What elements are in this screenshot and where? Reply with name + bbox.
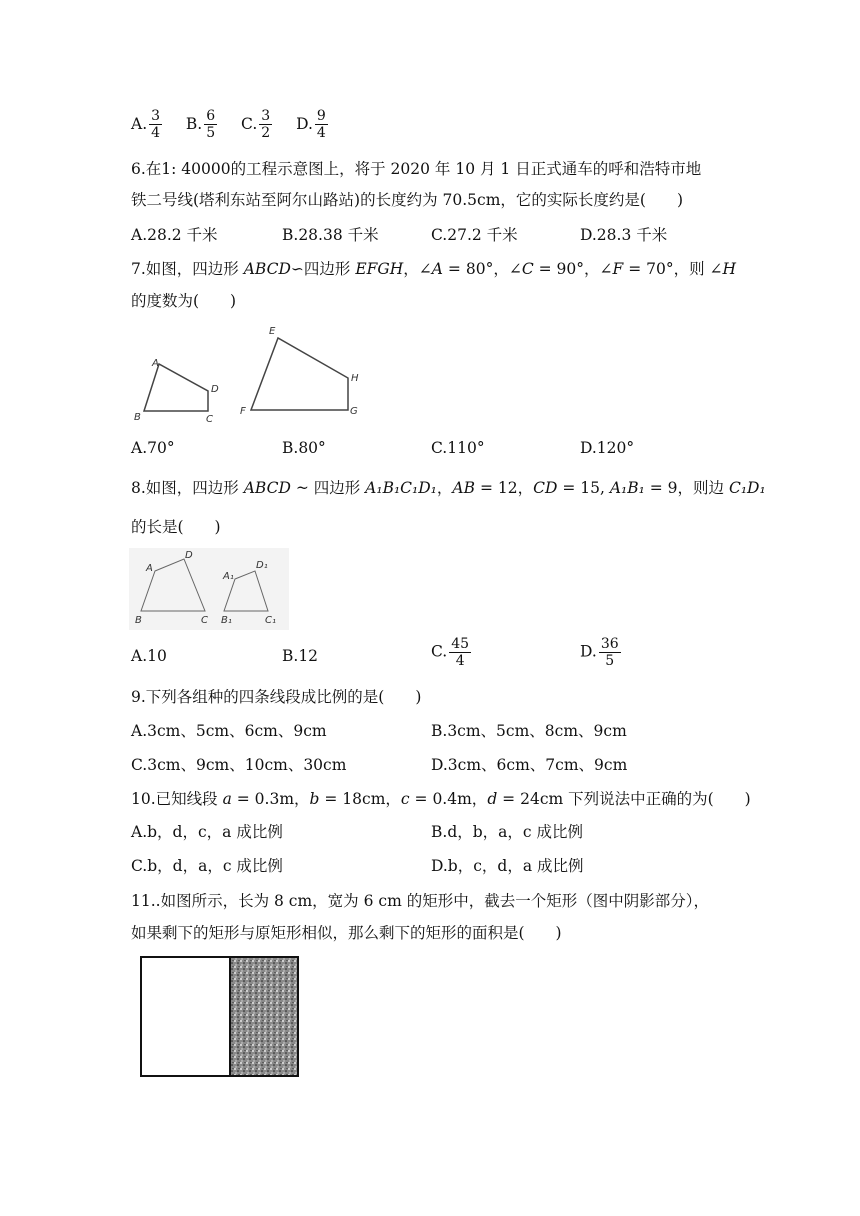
quadrilateral-abcd (144, 364, 208, 411)
q9-option-c: C.3cm、9cm、10cm、30cm (131, 756, 347, 774)
label-c1: C₁ (265, 615, 276, 626)
q8-stem-line2: 的长是( ) (131, 518, 221, 536)
q5-option-c: C. $\frac{3}{2}$ (241, 108, 271, 141)
q7-stem-line1: 7.如图，四边形 ABCD∽四边形 EFGH，∠A = 80°，∠C = 90°，∠F = 70°，则 ∠H (131, 260, 737, 278)
q8-option-a: A.10 (131, 647, 167, 665)
q8-option-d: D. $\frac{36}{5}$ (580, 636, 619, 669)
q11-stem-line2: 如果剩下的矩形与原矩形相似，那么剩下的矩形的面积是( ) (131, 924, 562, 942)
label-e: E (269, 326, 276, 337)
q8-option-c: C. $\frac{45}{4}$ (431, 636, 470, 669)
q10-option-a: A.b，d，c，a 成比例 (131, 823, 283, 841)
q7-option-a: A.70° (131, 439, 175, 457)
q7-option-d: D.120° (580, 439, 635, 457)
q5-option-b: B. $\frac{6}{5}$ (185, 108, 216, 141)
q7-stem-line2: 的度数为( ) (131, 292, 237, 310)
q8-option-b: B.12 (282, 647, 319, 665)
q10-option-c: C.b，d，a，c 成比例 (131, 857, 283, 875)
q6-stem-line2: 铁二号线(塔利东站至阿尔山路站)的长度约为 70.5cm，它的实际长度约是( ) (131, 191, 684, 209)
label-b1: B₁ (221, 615, 232, 626)
q7-option-c: C.110° (431, 439, 485, 457)
remaining-rectangle (141, 957, 230, 1076)
label-c: C (201, 615, 208, 626)
label-d: D (211, 384, 219, 395)
q9-option-b: B.3cm、5cm、8cm、9cm (431, 722, 627, 740)
label-d1: D₁ (256, 560, 268, 571)
label-a1: A₁ (223, 571, 234, 582)
q8-figure (129, 548, 289, 630)
q9-stem: 9.下列各组种的四条线段成比例的是( ) (131, 688, 422, 706)
quadrilateral-efgh (251, 338, 348, 410)
label-f: F (240, 406, 246, 417)
q10-option-b: B.d，b，a，c 成比例 (431, 823, 584, 841)
q6-option-a: A.28.2 千米 (131, 226, 218, 244)
q5-option-a: A. $\frac{3}{4}$ (131, 108, 161, 141)
q11-rectangle-figure (138, 954, 302, 1082)
shaded-cutout-rectangle (230, 957, 298, 1076)
q6-stem-line1: 6.在1: 40000的工程示意图上，将于 2020 年 10 月 1 日正式通车的呼和浩特市地 (131, 160, 702, 178)
label-a: A (152, 358, 159, 369)
q6-option-d: D.28.3 千米 (580, 226, 668, 244)
q7-figure (128, 322, 368, 430)
label-a: A (146, 563, 153, 574)
q7-option-b: B.80° (282, 439, 326, 457)
label-g: G (350, 406, 358, 417)
q8-stem-line1: 8.如图，四边形 ABCD ~ 四边形 A₁B₁C₁D₁，AB = 12，CD = 15, A₁B₁ = 9，则边 C₁D₁ (131, 479, 766, 497)
q5-option-d: D. $\frac{9}{4}$ (296, 108, 326, 141)
q5-options (131, 108, 330, 141)
label-b: B (134, 412, 141, 423)
q10-option-d: D.b，c，d，a 成比例 (431, 857, 584, 875)
q9-option-a: A.3cm、5cm、6cm、9cm (131, 722, 327, 740)
label-d: D (185, 550, 193, 561)
label-c: C (206, 414, 213, 425)
q9-option-d: D.3cm、6cm、7cm、9cm (431, 756, 628, 774)
label-b: B (135, 615, 142, 626)
q10-stem: 10.已知线段 a = 0.3m，b = 18cm，c = 0.4m，d = 24cm 下列说法中正确的为( ) (131, 790, 751, 808)
q11-stem-line1: 11..如图所示，长为 8 cm，宽为 6 cm 的矩形中，截去一个矩形（图中阴影部分）， (131, 892, 709, 910)
label-h: H (351, 373, 359, 384)
q6-option-b: B.28.38 千米 (282, 226, 379, 244)
q6-option-c: C.27.2 千米 (431, 226, 518, 244)
